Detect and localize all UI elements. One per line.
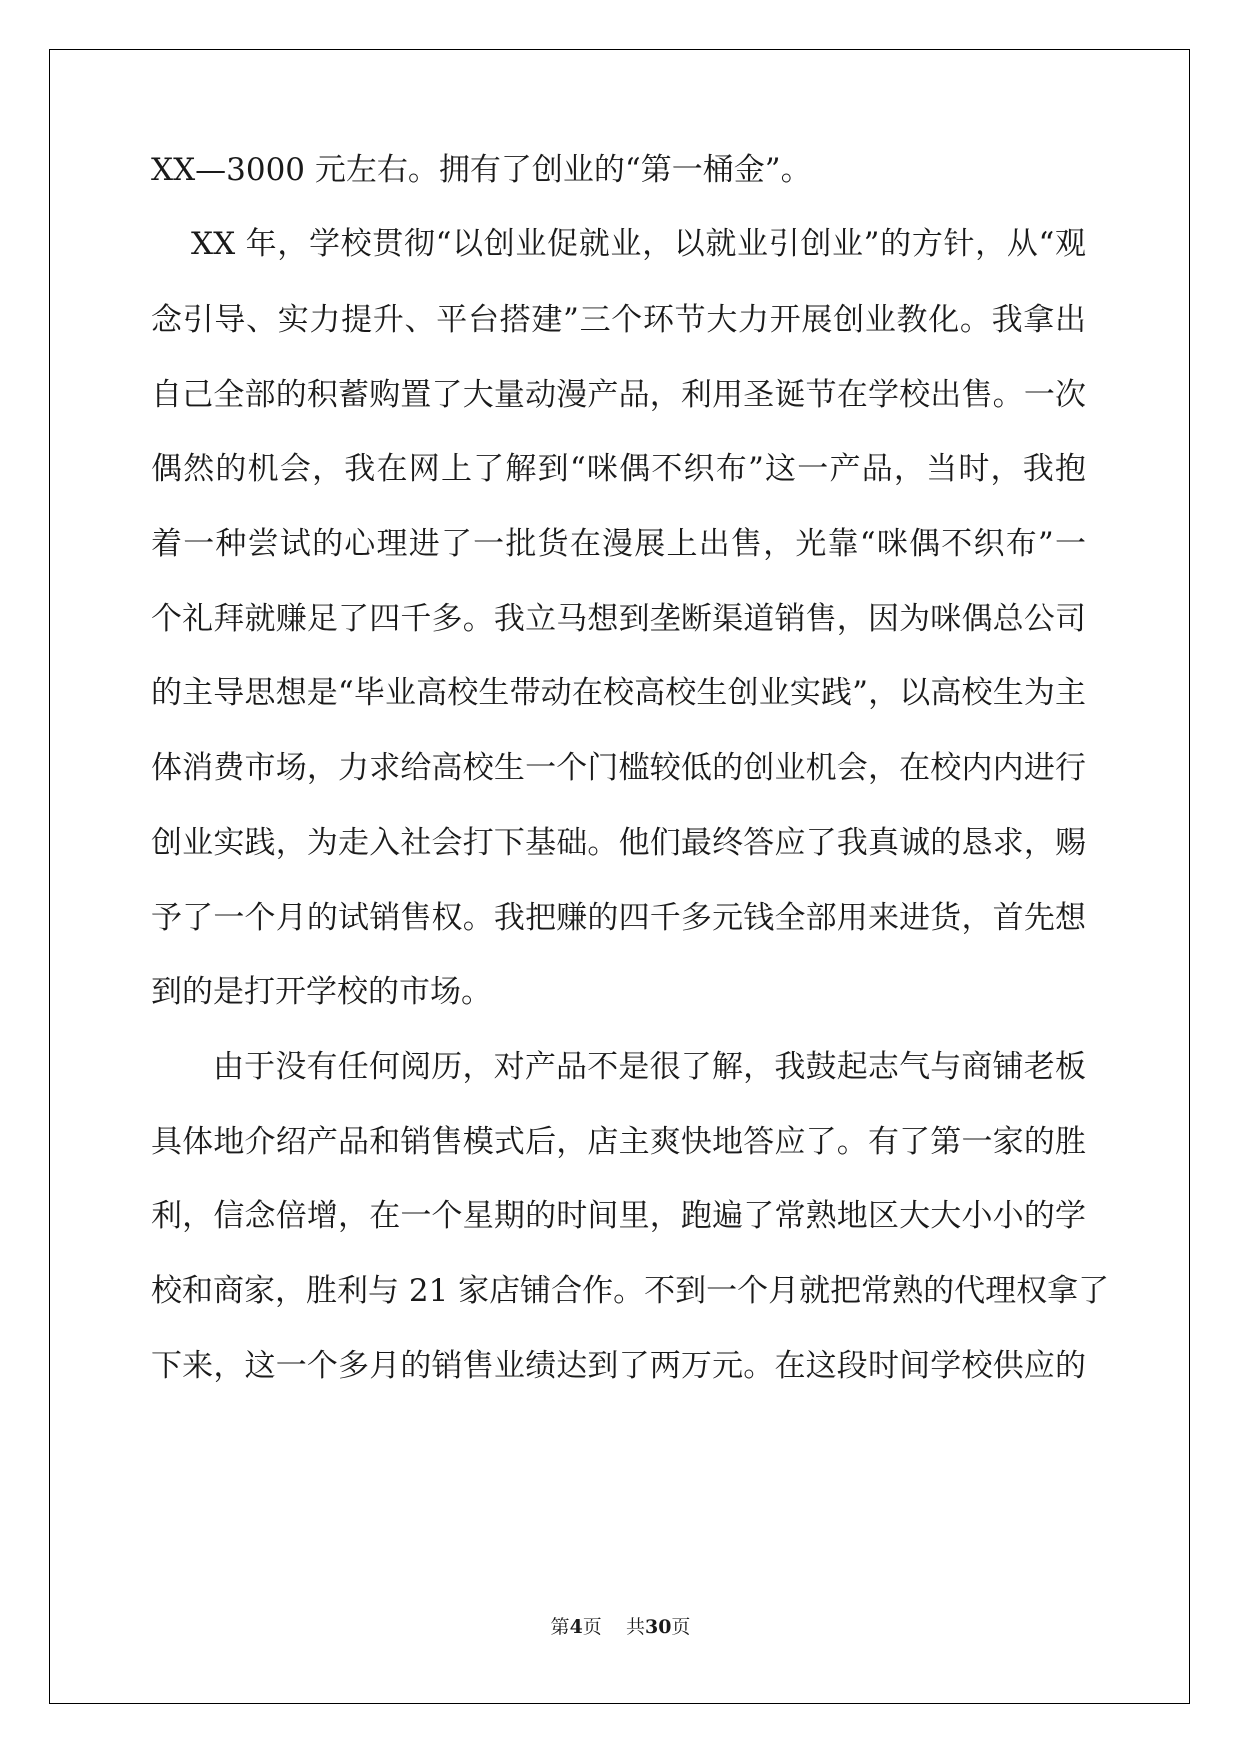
text-line: XX 年，学校贯彻“以创业促就业，以就业引创业”的方针，从“观: [191, 226, 1086, 262]
page-prefix: 第: [550, 1616, 570, 1638]
page-total: 30: [644, 1616, 672, 1638]
text-line: 创业实践，为走入社会打下基础。他们最终答应了我真诚的恳求，赐: [151, 825, 1086, 861]
text-line: 着一种尝试的心理进了一批货在漫展上出售，光靠“咪偶不织布”一: [151, 526, 1086, 562]
page-mid: 页 共: [582, 1616, 645, 1638]
text-line: XX—3000 元左右。拥有了创业的“第一桶金”。: [151, 152, 812, 188]
text-line: 念引导、实力提升、平台搭建”三个环节大力开展创业教化。我拿出: [151, 302, 1086, 338]
text-line: 体消费市场，力求给高校生一个门槛较低的创业机会，在校内内进行: [151, 750, 1086, 786]
text-line: 利，信念倍增，在一个星期的时间里，跑遍了常熟地区大大小小的学: [151, 1198, 1086, 1234]
page-current: 4: [569, 1616, 583, 1638]
text-line: 偶然的机会，我在网上了解到“咪偶不织布”这一产品，当时，我抱: [151, 451, 1086, 487]
text-line: 下来，这一个多月的销售业绩达到了两万元。在这段时间学校供应的: [151, 1348, 1086, 1384]
page-suffix: 页: [671, 1616, 691, 1638]
text-line: 校和商家，胜利与 21 家店铺合作。不到一个月就把常熟的代理权拿了: [151, 1273, 1110, 1309]
text-line: 到的是打开学校的市场。: [151, 974, 492, 1010]
text-line: 具体地介绍产品和销售模式后，店主爽快地答应了。有了第一家的胜: [151, 1124, 1086, 1160]
text-line: 的主导思想是“毕业高校生带动在校高校生创业实践”，以高校生为主: [151, 675, 1086, 711]
text-line: 自己全部的积蓄购置了大量动漫产品，利用圣诞节在学校出售。一次: [151, 377, 1086, 413]
text-line: 个礼拜就赚足了四千多。我立马想到垄断渠道销售，因为咪偶总公司: [151, 601, 1086, 637]
text-line: 予了一个月的试销售权。我把赚的四千多元钱全部用来进货，首先想: [151, 900, 1086, 936]
page-border: [49, 49, 1190, 1704]
text-line: 由于没有任何阅历，对产品不是很了解，我鼓起志气与商铺老板: [213, 1049, 1086, 1085]
page-footer: [0, 1612, 1241, 1639]
